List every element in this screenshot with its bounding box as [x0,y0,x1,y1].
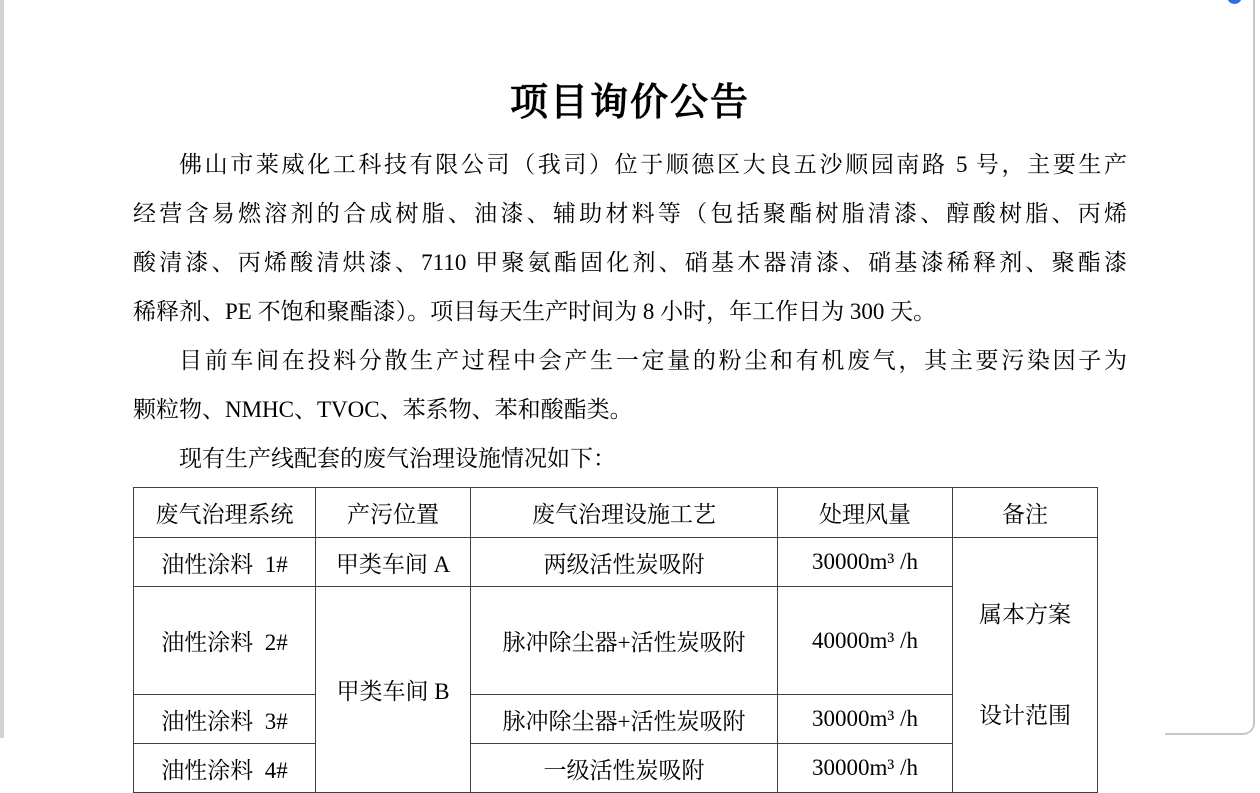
header-process: 废气治理设施工艺 [471,488,778,538]
cell-airflow-2: 40000m³ /h [778,587,953,695]
cell-airflow-4: 30000m³ /h [778,744,953,793]
cell-remark [953,538,1098,793]
cell-location-2: 甲类车间 B [316,587,471,793]
cell-system-4: 油性涂料 4# [134,744,316,793]
header-remark: 备注 [953,488,1098,538]
paragraph-2-line-2: 颗粒物、NMHC、TVOC、苯系物、苯和酸酯类。 [133,397,633,422]
cell-process-2: 脉冲除尘器+活性炭吸附 [471,587,778,695]
table-header-row [134,488,1098,538]
remark-line-1: 属本方案 [979,602,1071,627]
cell-system-3: 油性涂料 3# [134,695,316,744]
header-system: 废气治理系统 [134,488,316,538]
paragraph-1-line-2: 经营含易燃溶剂的合成树脂、油漆、辅助材料等（包括聚酯树脂清漆、醇酸树脂、丙烯 [133,201,1127,226]
paragraph-1-line-3: 酸清漆、丙烯酸清烘漆、7110 甲聚氨酯固化剂、硝基木器清漆、硝基漆稀释剂、聚酯漆 [133,250,1127,275]
cell-process-3: 脉冲除尘器+活性炭吸附 [471,695,778,744]
paragraph-2-line-1: 目前车间在投料分散生产过程中会产生一定量的粉尘和有机废气，其主要污染因子为 [179,348,1127,373]
cell-airflow-1: 30000m³ /h [778,538,953,587]
cell-process-1: 两级活性炭吸附 [471,538,778,587]
cell-location-1: 甲类车间 A [316,538,471,587]
paragraph-1-line-4: 稀释剂、PE 不饱和聚酯漆）。项目每天生产时间为 8 小时，年工作日为 300 天。 [133,299,937,324]
cell-airflow-3: 30000m³ /h [778,695,953,744]
remark-line-2: 设计范围 [979,703,1071,728]
table-row [134,538,1098,587]
cell-process-4: 一级活性炭吸附 [471,744,778,793]
cell-system-2: 油性涂料 2# [134,587,316,695]
page-title: 项目询价公告 [509,82,750,124]
waste-gas-table [133,487,1098,793]
paragraph-3-line-1: 现有生产线配套的废气治理设施情况如下： [179,446,616,471]
header-location: 产污位置 [316,488,471,538]
paragraph-1-line-1: 佛山市莱威化工科技有限公司（我司）位于顺德区大良五沙顺园南路 5 号，主要生产 [179,152,1127,177]
document-body [133,140,1127,483]
header-airflow: 处理风量 [778,488,953,538]
cell-system-1: 油性涂料 1# [134,538,316,587]
